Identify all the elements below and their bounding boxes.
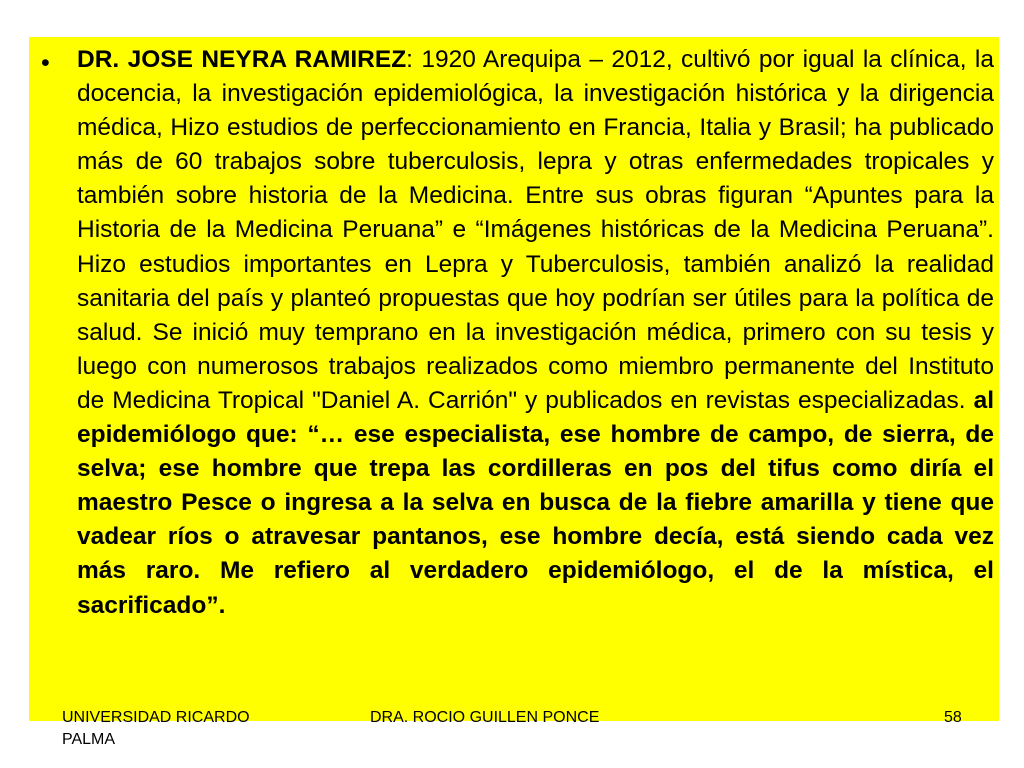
- bullet-marker: •: [41, 49, 50, 77]
- biography-text: : 1920 Arequipa – 2012, cultivó por igual la clínica, la docencia, la investigación epidemiológica, la investigación histórica y la dirigencia médica, Hizo estudios de perfeccionamiento en Francia, Italia y Brasil; ha publicado más de 60 trabajos sobre tuberculosis, lepra y otras enfermedades tropicales y también sobre historia de la Medicina. Entre sus obras figuran “Apuntes para la Historia de la Medicina Peruana” e “Imágenes históricas de la Medicina Peruana”. Hizo estudios importantes en Lepra y Tuberculosis, también analizó la realidad sanitaria del país y planteó propuestas que hoy podrían ser útiles para la política de salud. Se inició muy temprano en la investigación médica, primero con su tesis y luego con numerosos trabajos realizados como miembro permanente del Instituto de Medicina Tropical "Daniel A. Carrión" y publicados en revistas especializadas.: [77, 46, 994, 414]
- doctor-name: DR. JOSE NEYRA RAMIREZ: [77, 46, 407, 73]
- footer-author: DRA. ROCIO GUILLEN PONCE: [370, 709, 600, 726]
- biography-paragraph: [77, 43, 994, 623]
- page-number: 58: [944, 709, 962, 726]
- epidemiologist-quote: al epidemiólogo que: “… ese especialista, ese hombre de campo, de sierra, de selva; ese hombre que trepa las cordilleras en pos del tifus como diría el maestro Pesce o ingresa a la selva en busca de la fiebre amarilla y tiene que vadear ríos o atravesar pantanos, ese hombre decía, está siendo cada vez más raro. Me refiero al verdadero epidemiólogo, el de la mística, el sacrificado”.: [77, 386, 994, 619]
- footer-institution: UNIVERSIDAD RICARDO PALMA: [62, 709, 250, 748]
